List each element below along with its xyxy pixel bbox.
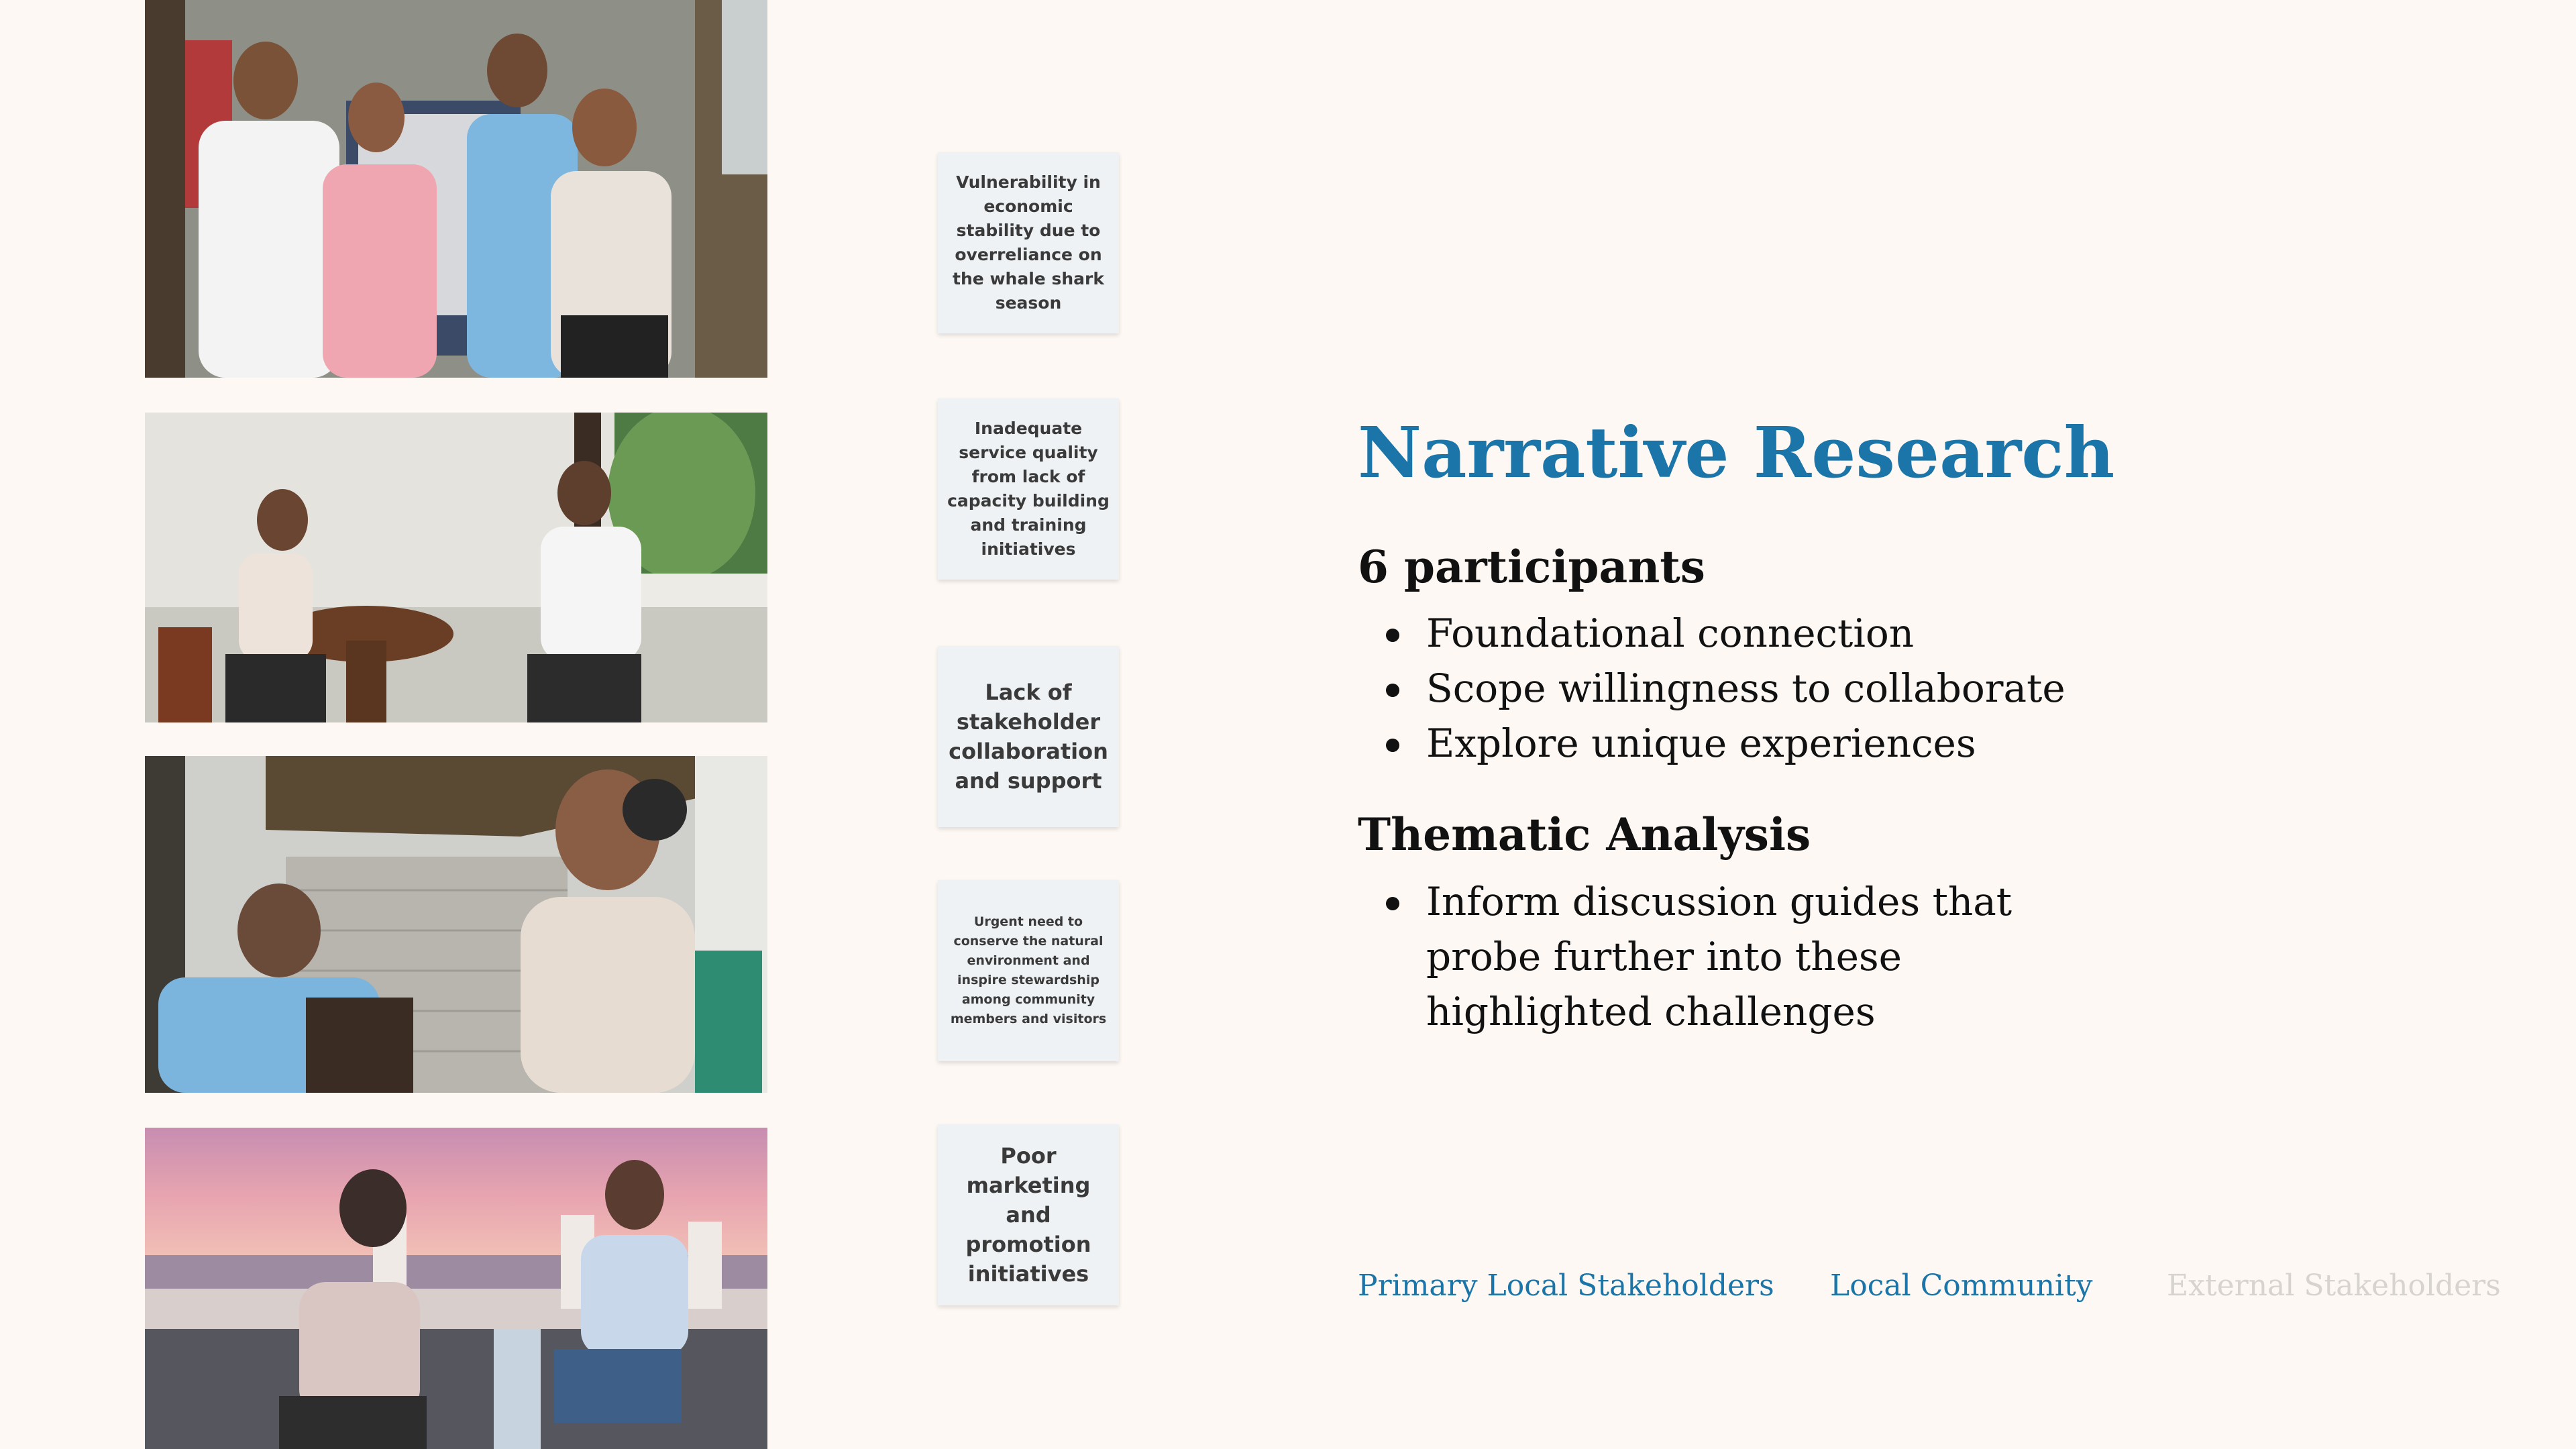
nav-link-primary-local-stakeholders[interactable]: Primary Local Stakeholders [1358, 1269, 1774, 1303]
sticky-note-text: Urgent need to conserve the natural environment and inspire stewardship among community members and visitors [950, 914, 1107, 1026]
bullet-dot-icon [1386, 629, 1399, 642]
sticky-note [938, 152, 1119, 333]
sticky-note [938, 1124, 1119, 1305]
list-item-text: Explore unique experiences [1426, 720, 1976, 766]
bullet-dot-icon [1386, 897, 1399, 910]
list-item-text: Foundational connection [1426, 610, 1915, 656]
list-item [1358, 606, 2065, 661]
list-item-text: Scope willingness to collaborate [1426, 665, 2065, 711]
sticky-note-text: Vulnerability in economic stability due to overreliance on the whale shark season [953, 172, 1104, 313]
sticky-note [938, 398, 1119, 580]
list-item-text: Inform discussion guides that probe further into these highlighted challenges [1426, 879, 2012, 1034]
participants-heading: 6 participants [1358, 541, 1705, 593]
nav-link-external-stakeholders[interactable]: External Stakeholders [2167, 1269, 2501, 1303]
list-item [1358, 874, 2043, 1039]
bullet-dot-icon [1386, 739, 1399, 752]
slide-title: Narrative Research [1358, 411, 2115, 494]
sticky-note-text: Inadequate service quality from lack of capacity building and training initiatives [947, 419, 1110, 559]
sticky-note [938, 880, 1119, 1061]
photo-group-portrait [145, 0, 767, 378]
list-item [1358, 716, 2065, 771]
nav-link-local-community[interactable]: Local Community [1830, 1269, 2093, 1303]
photo-interview-hut [145, 756, 767, 1093]
participants-list [1358, 606, 2065, 771]
list-item [1358, 661, 2065, 716]
sticky-note-text: Poor marketing and promotion initiatives [965, 1143, 1091, 1287]
bullet-dot-icon [1386, 684, 1399, 697]
thematic-heading: Thematic Analysis [1358, 808, 1811, 861]
sticky-note-text: Lack of stakeholder collaboration and support [949, 680, 1108, 794]
sticky-note [938, 646, 1119, 827]
photo-interview-table [145, 413, 767, 722]
thematic-list [1358, 874, 2043, 1039]
photo-interview-sunset [145, 1128, 767, 1449]
